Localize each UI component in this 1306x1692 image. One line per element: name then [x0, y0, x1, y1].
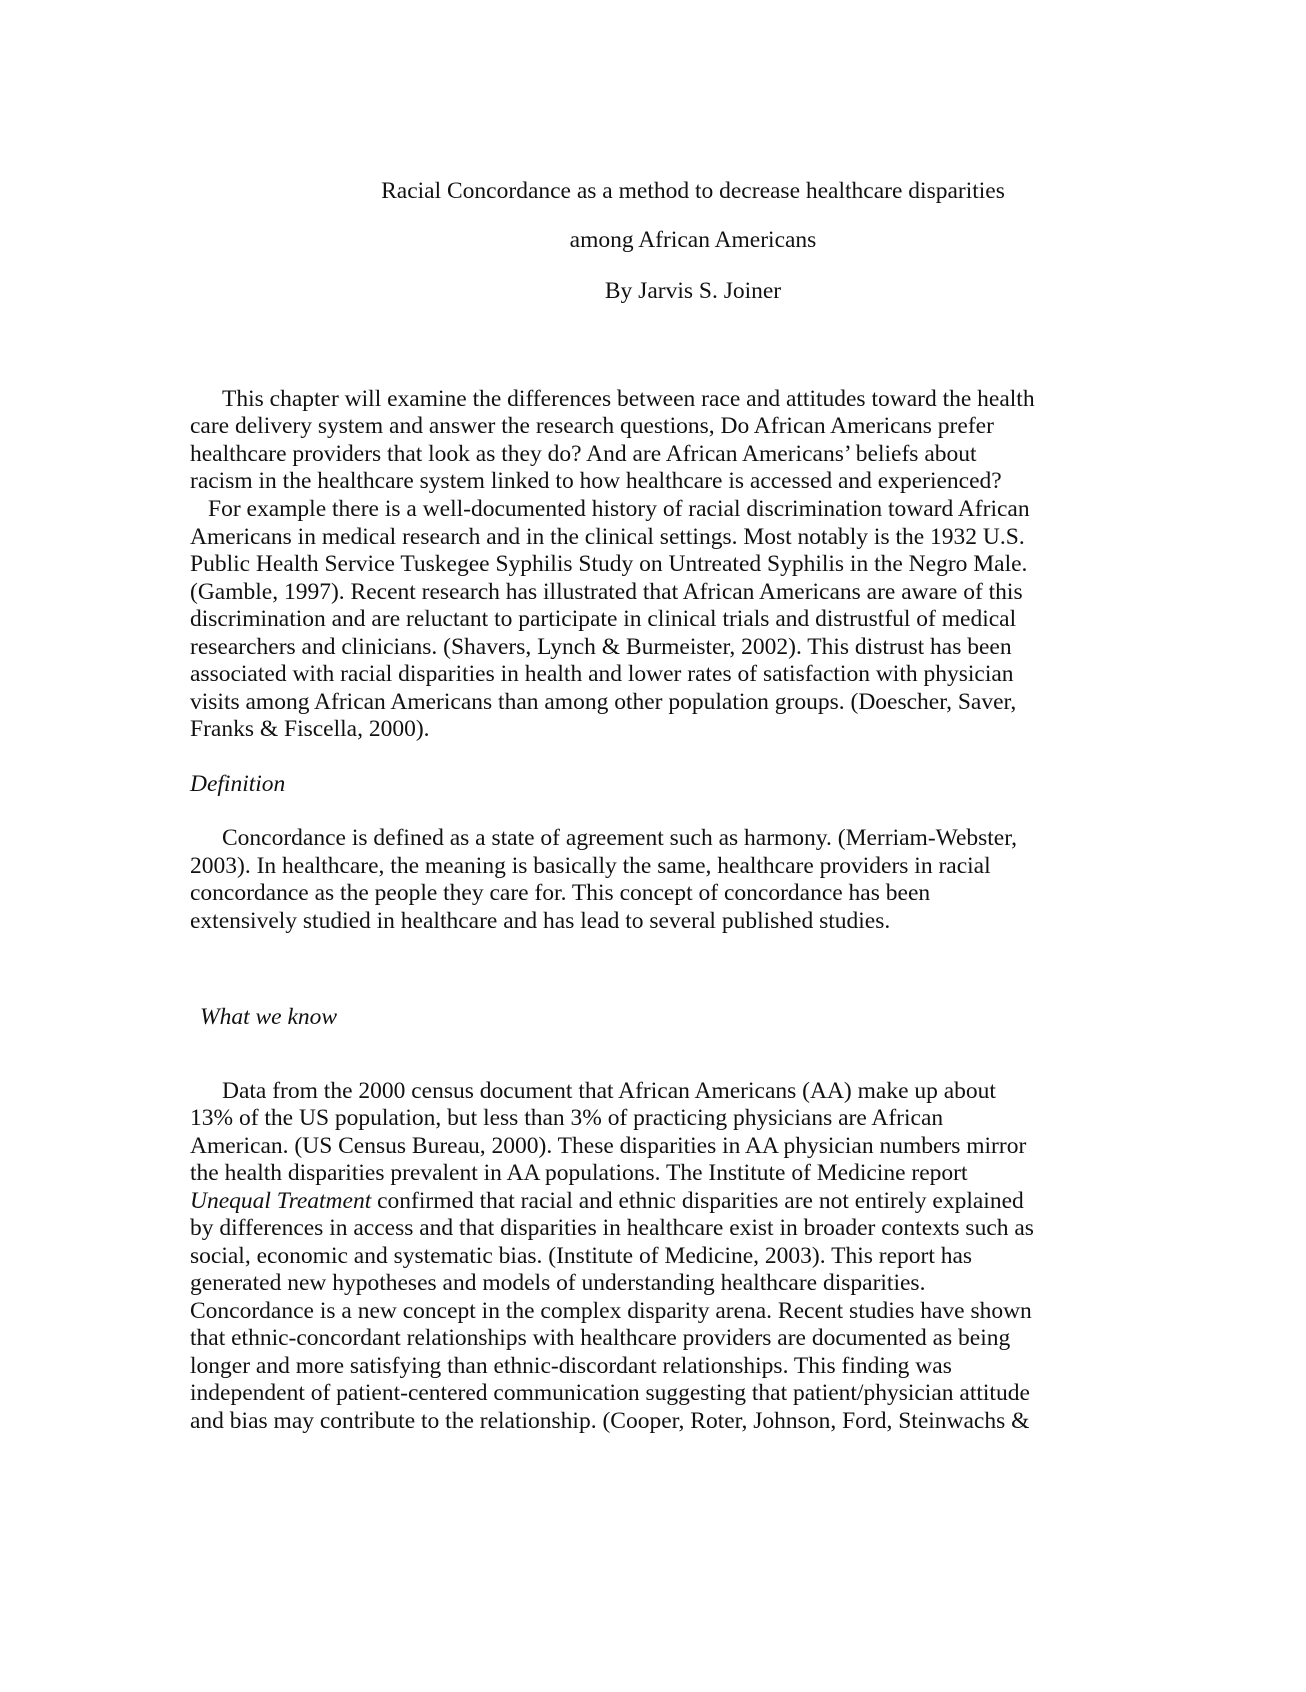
- body-line: generated new hypotheses and models of understanding healthcare disparities.: [190, 1270, 926, 1296]
- document-title-line-1: Racial Concordance as a method to decrease healthcare disparities: [381, 178, 1005, 204]
- body-line: independent of patient-centered communication suggesting that patient/physician attitude: [190, 1380, 1030, 1406]
- intro-line: researchers and clinicians. (Shavers, Lynch & Burmeister, 2002). This distrust has been: [190, 634, 1012, 660]
- body-line: that ethnic-concordant relationships with healthcare providers are documented as being: [190, 1325, 1011, 1351]
- body-line: the health disparities prevalent in AA populations. The Institute of Medicine report: [190, 1160, 968, 1186]
- document-title-line-2: among African Americans: [569, 227, 817, 253]
- definition-line: concordance as the people they care for. This concept of concordance has been: [190, 880, 931, 906]
- body-line-continuation: confirmed that racial and ethnic disparities are not entirely explained: [371, 1188, 1024, 1214]
- body-line: and bias may contribute to the relationship. (Cooper, Roter, Johnson, Ford, Steinwachs &: [190, 1408, 1030, 1434]
- body-line: American. (US Census Bureau, 2000). These disparities in AA physician numbers mirror: [190, 1133, 1027, 1159]
- body-line: Data from the 2000 census document that African Americans (AA) make up about: [222, 1078, 996, 1104]
- intro-line: healthcare providers that look as they do? And are African Americans’ beliefs about: [190, 441, 977, 467]
- intro-line: Franks & Fiscella, 2000).: [190, 716, 430, 742]
- intro-line: (Gamble, 1997). Recent research has illustrated that African Americans are aware of this: [190, 579, 1023, 605]
- body-line: [190, 1187, 1024, 1216]
- section-heading-definition: Definition: [190, 771, 286, 797]
- document-byline: By Jarvis S. Joiner: [604, 278, 782, 304]
- definition-line: 2003). In healthcare, the meaning is basically the same, healthcare providers in racial: [190, 853, 991, 879]
- intro-line: Public Health Service Tuskegee Syphilis Study on Untreated Syphilis in the Negro Male.: [190, 551, 1028, 577]
- intro-line: visits among African Americans than among other population groups. (Doescher, Saver,: [190, 689, 1017, 715]
- body-line: Concordance is a new concept in the complex disparity arena. Recent studies have shown: [190, 1298, 1032, 1324]
- intro-line: discrimination and are reluctant to participate in clinical trials and distrustful of medical: [190, 606, 1017, 632]
- body-line: 13% of the US population, but less than 3% of practicing physicians are African: [190, 1105, 944, 1131]
- body-line: longer and more satisfying than ethnic-discordant relationships. This finding was: [190, 1353, 952, 1379]
- report-title-italic: Unequal Treatment: [190, 1188, 372, 1214]
- intro-line: associated with racial disparities in health and lower rates of satisfaction with physician: [190, 661, 1014, 687]
- intro-line: This chapter will examine the differences between race and attitudes toward the health: [222, 386, 1035, 412]
- body-line: social, economic and systematic bias. (Institute of Medicine, 2003). This report has: [190, 1243, 973, 1269]
- body-line: by differences in access and that disparities in healthcare exist in broader contexts such as: [190, 1215, 1034, 1241]
- intro-line: Americans in medical research and in the clinical settings. Most notably is the 1932 U.S.: [190, 524, 1025, 550]
- intro-line: care delivery system and answer the research questions, Do African Americans prefer: [190, 413, 994, 439]
- definition-line: extensively studied in healthcare and has lead to several published studies.: [190, 908, 891, 934]
- intro-line: For example there is a well-documented history of racial discrimination toward African: [208, 496, 1030, 522]
- section-heading-what-we-know: What we know: [200, 1004, 338, 1030]
- definition-line: Concordance is defined as a state of agreement such as harmony. (Merriam-Webster,: [222, 825, 1017, 851]
- intro-line: racism in the healthcare system linked to how healthcare is accessed and experienced?: [190, 468, 1002, 494]
